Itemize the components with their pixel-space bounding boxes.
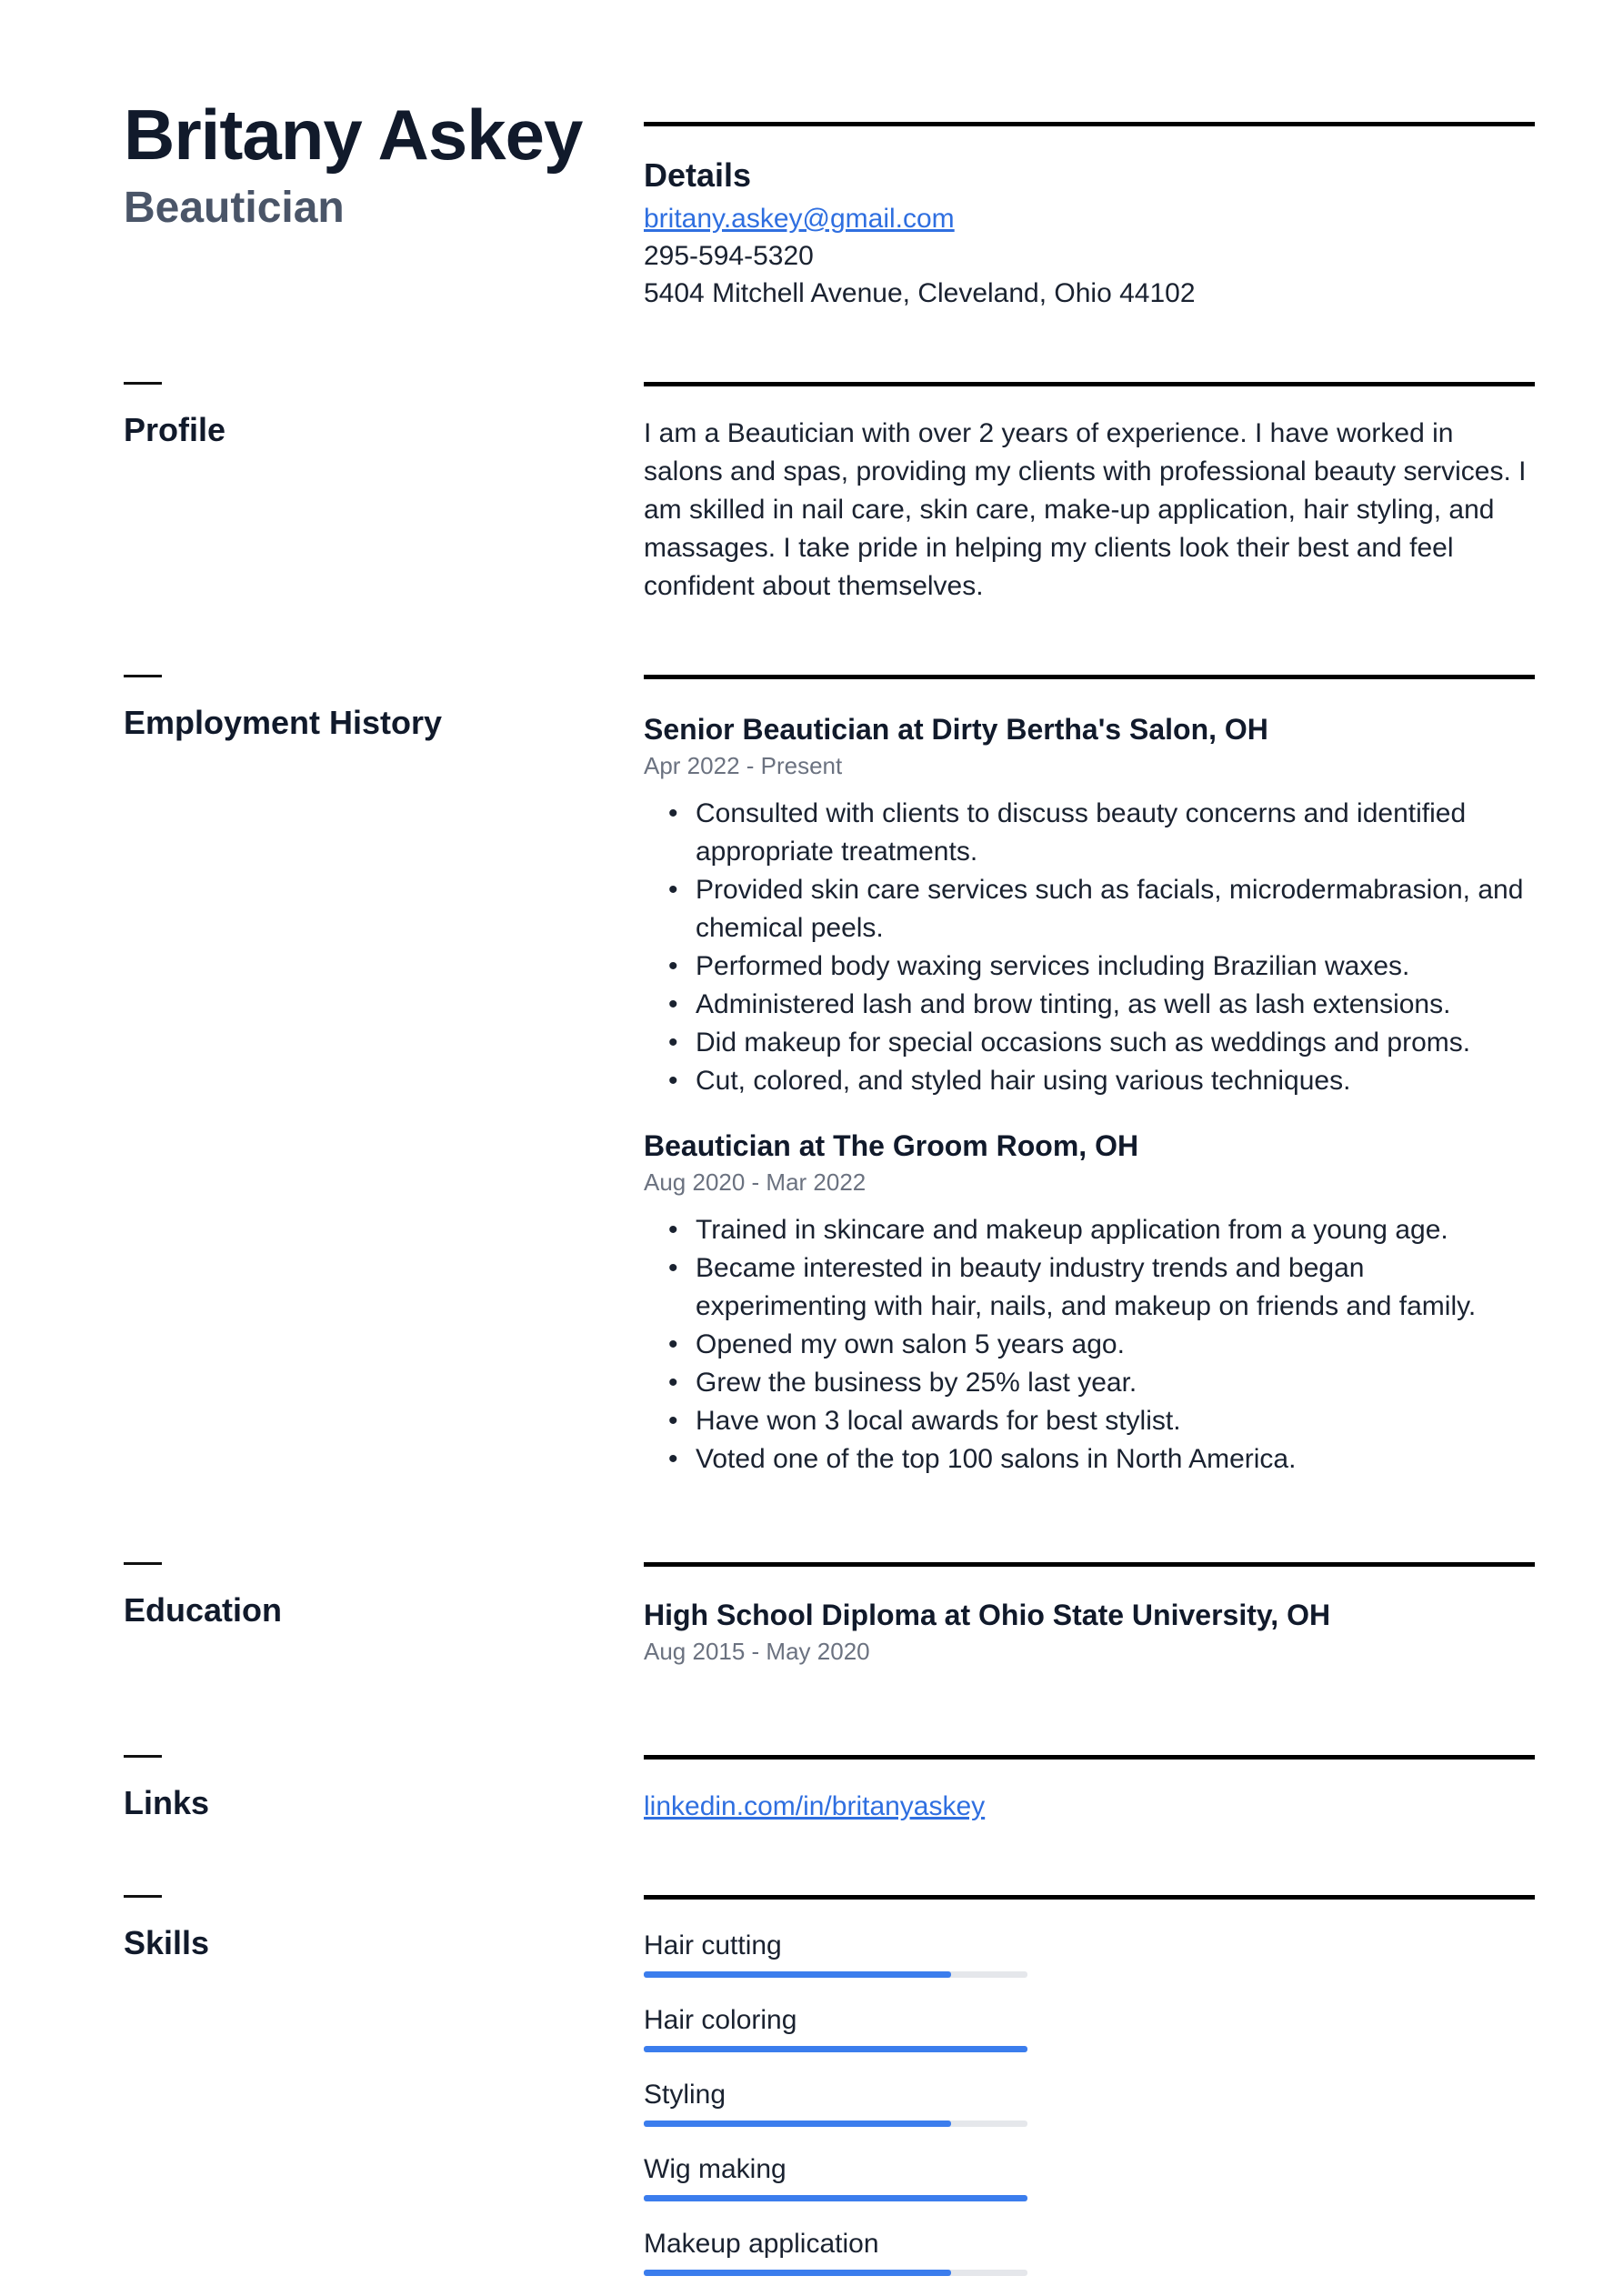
skill-item	[644, 2151, 1027, 2201]
employment-heading: Employment History	[124, 704, 443, 741]
job-entry	[644, 709, 1535, 1100]
profile-section	[644, 415, 1535, 606]
links-divider	[644, 1755, 1535, 1760]
education-section	[644, 1595, 1535, 1680]
details-heading: Details	[644, 156, 752, 194]
skill-bar-track	[644, 2121, 1027, 2127]
job-dates: Apr 2022 - Present	[644, 752, 843, 779]
job-bullet: • Voted one of the top 100 salons in North America.	[696, 1440, 1535, 1479]
education-divider	[644, 1562, 1535, 1567]
skill-bar-track	[644, 2270, 1027, 2276]
job-bullet: • Administered lash and brow tinting, as well as lash extensions.	[696, 986, 1535, 1024]
job-bullet: • Have won 3 local awards for best stylist.	[696, 1402, 1535, 1440]
skill-name: Hair coloring	[644, 2005, 797, 2035]
details-section	[644, 156, 1535, 312]
address: 5404 Mitchell Avenue, Cleveland, Ohio 44102	[644, 278, 1196, 308]
profile-dash	[124, 382, 162, 385]
skill-bar-fill	[644, 1971, 951, 1978]
education-dash	[124, 1562, 162, 1565]
job-entry	[644, 1126, 1535, 1479]
skill-bar-track	[644, 1971, 1027, 1978]
links-heading: Links	[124, 1784, 210, 1821]
employment-dash	[124, 675, 162, 677]
skills-dash	[124, 1895, 162, 1898]
skill-name: Makeup application	[644, 2229, 879, 2259]
profile-heading: Profile	[124, 411, 226, 448]
profile-text: I am a Beautician with over 2 years of experience. I have worked in salons and spas, providing my clients with professional beauty services. I am skilled in nail care, skin care, make-up application, hair styling, and massages. I take pride in helping my clients look their best and feel confident about themselves.	[644, 418, 1527, 601]
linkedin-link[interactable]: linkedin.com/in/britanyaskey	[644, 1791, 986, 1821]
job-bullet: • Became interested in beauty industry trends and began experimenting with hair, nails, and makeup on friends and family.	[696, 1249, 1535, 1326]
candidate-name: Britany Askey	[124, 95, 583, 175]
details-divider	[644, 122, 1535, 126]
phone-number: 295-594-5320	[644, 241, 814, 271]
links-section	[644, 1788, 1535, 1825]
skill-bar-fill	[644, 2121, 951, 2127]
job-title: Beautician at The Groom Room, OH	[644, 1129, 1139, 1162]
job-bullet: • Performed body waxing services including Brazilian waxes.	[696, 947, 1535, 986]
skill-bar-fill	[644, 2046, 1027, 2052]
skills-heading: Skills	[124, 1924, 210, 1961]
job-dates: Aug 2020 - Mar 2022	[644, 1168, 867, 1196]
skill-bar-fill	[644, 2195, 1027, 2201]
job-bullet: • Provided skin care services such as facials, microdermabrasion, and chemical peels.	[696, 871, 1535, 947]
skill-item	[644, 1928, 1027, 1978]
email-link[interactable]: britany.askey@gmail.com	[644, 204, 955, 234]
employment-divider	[644, 675, 1535, 679]
skills-divider	[644, 1895, 1535, 1900]
job-bullet: • Cut, colored, and styled hair using various techniques.	[696, 1062, 1535, 1100]
skill-item	[644, 2002, 1027, 2052]
job-bullet: • Consulted with clients to discuss beauty concerns and identified appropriate treatments.	[696, 795, 1535, 871]
job-bullet: • Did makeup for special occasions such as weddings and proms.	[696, 1024, 1535, 1062]
skill-bar-track	[644, 2046, 1027, 2052]
skill-name: Hair cutting	[644, 1930, 782, 1960]
job-bullet: • Opened my own salon 5 years ago.	[696, 1326, 1535, 1364]
skill-name: Wig making	[644, 2154, 786, 2184]
profile-divider	[644, 382, 1535, 386]
employment-section	[644, 709, 1535, 1479]
skill-bar-track	[644, 2195, 1027, 2201]
candidate-title: Beautician	[124, 184, 345, 232]
job-title: Senior Beautician at Dirty Bertha's Salon, OH	[644, 713, 1268, 746]
job-bullets	[644, 795, 1535, 1100]
links-dash	[124, 1755, 162, 1758]
job-bullet: • Trained in skincare and makeup application from a young age.	[696, 1211, 1535, 1249]
job-bullet: • Grew the business by 25% last year.	[696, 1364, 1535, 1402]
skill-name: Styling	[644, 2080, 726, 2110]
skill-item	[644, 2077, 1027, 2127]
education-degree: High School Diploma at Ohio State University, OH	[644, 1599, 1331, 1631]
skill-bar-fill	[644, 2270, 951, 2276]
job-bullets	[644, 1211, 1535, 1479]
education-heading: Education	[124, 1591, 283, 1629]
education-dates: Aug 2015 - May 2020	[644, 1638, 870, 1665]
skill-item	[644, 2226, 1027, 2276]
